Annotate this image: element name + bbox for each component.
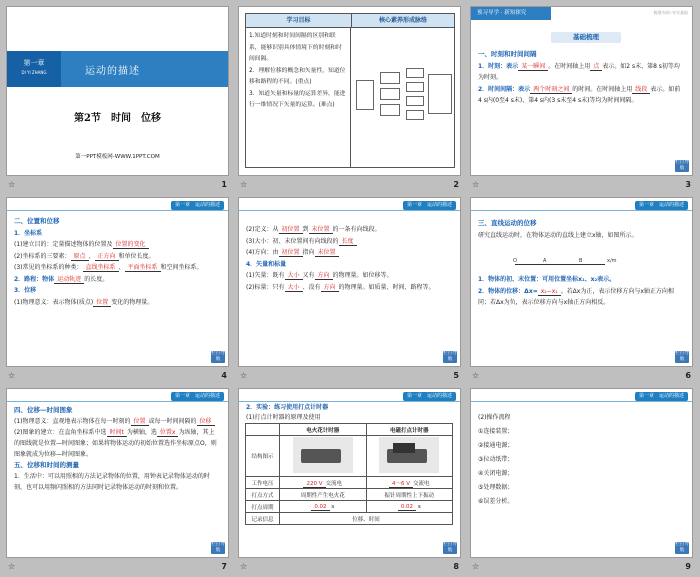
slide-6-thumbnail[interactable] bbox=[468, 195, 695, 381]
list-item: ⑤处理数据； bbox=[478, 484, 514, 491]
header-divider bbox=[471, 210, 692, 211]
axis-label-b: B bbox=[579, 258, 583, 264]
slide-5 bbox=[238, 197, 461, 367]
subsection-title: (2)操作流程 bbox=[478, 414, 511, 421]
star-icon[interactable]: ☆ bbox=[472, 180, 480, 189]
text-line: (2)定义：从 初位置 到 末位置 的一条有向线段。 bbox=[246, 226, 381, 233]
slide-body bbox=[14, 216, 220, 308]
table-cell: 0.02 s bbox=[366, 501, 453, 513]
list-item: ②接通电源； bbox=[478, 442, 514, 449]
text-line: (2)图象的建立：在直角坐标系中选 时间t 为横轴，选 位置x 为纵轴，其上的图线就是位置—时间图象；如果将物体运动的初始位置选作坐标原点O，则图象就成为位移—时间图象。 bbox=[14, 429, 217, 458]
slide-body bbox=[478, 411, 684, 509]
slide-body bbox=[478, 49, 684, 107]
mind-map-node bbox=[380, 72, 400, 84]
slide-1-thumbnail[interactable] bbox=[4, 4, 231, 190]
slide-body bbox=[246, 403, 452, 423]
text-line: (1)物理意义：表示物体(质点) 位置 变化的物理量。 bbox=[14, 298, 154, 306]
goals-table bbox=[245, 13, 455, 168]
table-cell: 周期性产生电火花 bbox=[280, 489, 367, 501]
chapter-title: 运动的描述 bbox=[85, 66, 140, 77]
slide-number: 3 bbox=[685, 180, 691, 189]
banner-tag: 梳理·知识·夯实基础 bbox=[653, 10, 688, 15]
header-divider bbox=[7, 401, 228, 402]
mind-map-node bbox=[356, 80, 374, 110]
slide-grid bbox=[4, 4, 696, 573]
slide-number: 4 bbox=[221, 371, 227, 380]
table-cell bbox=[280, 436, 367, 477]
slide-2 bbox=[238, 6, 461, 176]
slide-7-thumbnail[interactable] bbox=[4, 386, 231, 572]
table-header: 电火花计时器 bbox=[280, 424, 367, 436]
section-title: 四、位移—时间图象 bbox=[14, 406, 73, 414]
axis-label-origin: O bbox=[513, 258, 517, 264]
return-nav-button[interactable]: 栏目导航 bbox=[675, 542, 689, 553]
mind-map-node bbox=[406, 110, 424, 120]
slide-number: 2 bbox=[453, 180, 459, 189]
subsection-title: 3．位移 bbox=[14, 287, 37, 294]
slide-body bbox=[14, 405, 220, 493]
star-icon[interactable]: ☆ bbox=[472, 371, 480, 380]
section-title: 三、直线运动的位移 bbox=[478, 219, 537, 227]
star-icon[interactable]: ☆ bbox=[8, 180, 16, 189]
slide-body bbox=[478, 218, 684, 241]
slide-1 bbox=[6, 6, 229, 176]
header-divider bbox=[471, 401, 692, 402]
slide-8-thumbnail[interactable] bbox=[236, 386, 463, 572]
slide-4-thumbnail[interactable] bbox=[4, 195, 231, 381]
text-line: (1)矢量：既有 大小 又有 方向 的物理量。如位移等。 bbox=[246, 272, 393, 279]
chapter-tag: 第一章 运动的描述 bbox=[171, 201, 224, 210]
section-title: 二、位置和位移 bbox=[14, 217, 60, 225]
list-item: ⑥误差分析。 bbox=[478, 498, 514, 505]
slide-3-thumbnail[interactable] bbox=[468, 4, 695, 190]
goal-2: 2．理解位移的概念和矢量性，知道位移和路程的不同。(重点) bbox=[249, 67, 346, 85]
header-divider bbox=[239, 401, 460, 402]
slide-5-thumbnail[interactable] bbox=[236, 195, 463, 381]
table-header: 电磁打点计时器 bbox=[366, 424, 453, 436]
chapter-tag: 第一章 运动的描述 bbox=[635, 392, 688, 401]
star-icon[interactable]: ☆ bbox=[240, 562, 248, 571]
mind-map-node bbox=[406, 82, 424, 92]
text-line: (1)打点计时器的原理及使用 bbox=[246, 414, 321, 421]
return-nav-button[interactable]: 栏目导航 bbox=[675, 351, 689, 362]
table-cell: 4～6 V 交流电 bbox=[366, 477, 453, 489]
mind-map-node bbox=[428, 74, 452, 114]
table-row-label: 打点方式 bbox=[246, 489, 280, 501]
slide-body bbox=[246, 224, 452, 293]
table-cell: 位移、时间 bbox=[280, 513, 453, 525]
number-line bbox=[515, 264, 605, 265]
axis-label-x: x/m bbox=[607, 258, 617, 264]
text-line: 研究直线运动时，在物体运动的直线上建立x轴，如图所示。 bbox=[478, 231, 638, 239]
chapter-tag: 第一章 运动的描述 bbox=[403, 392, 456, 401]
star-icon[interactable]: ☆ bbox=[240, 180, 248, 189]
star-icon[interactable]: ☆ bbox=[472, 562, 480, 571]
table-row-label: 工作电压 bbox=[246, 477, 280, 489]
section-title: 一、时刻和时间间隔 bbox=[478, 50, 537, 58]
slide-8 bbox=[238, 388, 461, 558]
text-line: 2．物体的位移：Δx= x₂−x₁ 。若Δx为正，表示位移方向与x轴正方向相同；若Δx为负，表示位移方向与x轴正方向相反。 bbox=[478, 287, 674, 306]
table-row-label: 记录信息 bbox=[246, 513, 280, 525]
chapter-tag: 第一章 运动的描述 bbox=[171, 392, 224, 401]
spark-timer-image bbox=[293, 437, 353, 473]
slide-number: 9 bbox=[685, 562, 691, 571]
slide-9 bbox=[470, 388, 693, 558]
goal-3: 3．知道矢量和标量的运算差异，能进行一维情况下矢量的运算。(难点) bbox=[249, 90, 346, 108]
electromagnetic-timer-image bbox=[379, 437, 439, 473]
mind-map-node bbox=[380, 88, 400, 100]
header-divider bbox=[239, 210, 460, 211]
axis-label-a: A bbox=[543, 258, 547, 264]
mind-map-node bbox=[406, 96, 424, 106]
slide-number: 8 bbox=[453, 562, 459, 571]
text-line: 2．时间间隔：表示 两个时刻之间 的时间。在时间轴上用 线段 表示。如前4 s内(0至4 s末)、第4 s内(3 s末至4 s末)等均为时间间隔。 bbox=[478, 85, 681, 104]
goal-1: 1.知道时刻和时间间隔的区别和联系，能够识别具体情境下的时刻和时间间隔。 bbox=[249, 33, 342, 62]
return-nav-button[interactable]: 栏目导航 bbox=[675, 160, 689, 171]
text-line: (3)大小：初、末位置间有向线段的 长度 bbox=[246, 236, 452, 248]
text-line: (1)建立目的：定量描述物体的位置及 位置的变化 bbox=[14, 239, 220, 251]
mind-map-node bbox=[380, 104, 400, 116]
header-divider bbox=[7, 210, 228, 211]
star-icon[interactable]: ☆ bbox=[240, 371, 248, 380]
slide-7 bbox=[6, 388, 229, 558]
slide-3 bbox=[470, 6, 693, 176]
slide-4 bbox=[6, 197, 229, 367]
table-cell bbox=[366, 436, 453, 477]
star-icon[interactable]: ☆ bbox=[8, 371, 16, 380]
section-title: 五、位移和时间的测量 bbox=[14, 461, 79, 469]
text-line: (2)坐标系的三要素： 原点 、 正方向 和单位长度。 bbox=[14, 252, 155, 260]
slide-body bbox=[478, 274, 684, 309]
timer-table bbox=[245, 423, 453, 525]
col-header-literacy: 核心素养形成脉络 bbox=[352, 14, 454, 28]
preview-banner: 预习导学 · 新知探究 bbox=[471, 7, 551, 20]
text-line: (4)方向：由 初位置 指向 末位置 bbox=[246, 247, 452, 259]
slide-number: 6 bbox=[685, 371, 691, 380]
list-item: ①连接装置； bbox=[478, 428, 514, 435]
star-icon[interactable]: ☆ bbox=[8, 562, 16, 571]
col-header-goals: 学习目标 bbox=[246, 14, 352, 28]
table-row-label: 打点周期 bbox=[246, 501, 280, 513]
table-cell: 0.02 s bbox=[280, 501, 367, 513]
subsection-title: 2．实验：练习使用打点计时器 bbox=[246, 404, 329, 411]
text-line: (2)标量：只有 大小 、没有 方向 的物理量。如质量、时间、路程等。 bbox=[246, 283, 435, 291]
goals-text bbox=[246, 28, 351, 167]
text-line: 1．生活中：可以用照相的方法记录物体的位置，用钟表记录物体运动的时刻，也可以用频闪照相的方法同时记录物体运动的时刻和位置。 bbox=[14, 473, 210, 491]
table-cell: 振针周期性上下振动 bbox=[366, 489, 453, 501]
return-nav-button[interactable]: 栏目导航 bbox=[443, 351, 457, 362]
text-line: (3)常见的坐标系的种类： 直线坐标系 、 平面坐标系 和空间坐标系。 bbox=[14, 264, 203, 271]
slide-number: 1 bbox=[221, 180, 227, 189]
section-heading: 基础梳理 bbox=[551, 32, 621, 43]
subsection-title: 1．坐标系 bbox=[14, 229, 43, 237]
list-item: ④关闭电源； bbox=[478, 470, 514, 477]
chapter-tag: 第一章 运动的描述 bbox=[635, 201, 688, 210]
table-cell bbox=[246, 424, 280, 436]
chapter-tag: 第一章 运动的描述 bbox=[403, 201, 456, 210]
text-line: 1．物体的初、末位置：可用位置坐标x₁、x₂表示。 bbox=[478, 276, 616, 283]
slide-number: 7 bbox=[221, 562, 227, 571]
slide-9-thumbnail[interactable] bbox=[468, 386, 695, 572]
table-row-label: 结构图示 bbox=[246, 436, 280, 477]
mind-map-node bbox=[406, 68, 424, 78]
slide-number: 5 bbox=[453, 371, 459, 380]
table-cell: 220 V 交流电 bbox=[280, 477, 367, 489]
footer-text: 第一PPT模板网-WWW.1PPT.COM bbox=[75, 154, 160, 160]
list-item: ③拉动纸带； bbox=[478, 456, 514, 463]
slide-6 bbox=[470, 197, 693, 367]
chapter-tab: 第一章 DI YI ZHANG bbox=[7, 51, 61, 87]
subsection-title: 4．矢量和标量 bbox=[246, 260, 287, 268]
text-line: (1)物理意义：直观地表示物体在每一时刻的 位置 或每一时间间隔的 位移 bbox=[14, 416, 220, 427]
text-line: 2．路程：物体 运动轨迹 的长度。 bbox=[14, 275, 109, 283]
slide-2-thumbnail[interactable] bbox=[236, 4, 463, 190]
mind-map bbox=[352, 28, 454, 167]
return-nav-button[interactable]: 栏目导航 bbox=[443, 542, 457, 553]
text-line: 1．时刻：表示 某一瞬间 。在时间轴上用 点 表示。如2 s末、第8 s初等均为时刻。 bbox=[478, 62, 680, 81]
return-nav-button[interactable]: 栏目导航 bbox=[211, 542, 225, 553]
section-title: 第2节 时间 位移 bbox=[74, 113, 161, 124]
return-nav-button[interactable]: 栏目导航 bbox=[211, 351, 225, 362]
